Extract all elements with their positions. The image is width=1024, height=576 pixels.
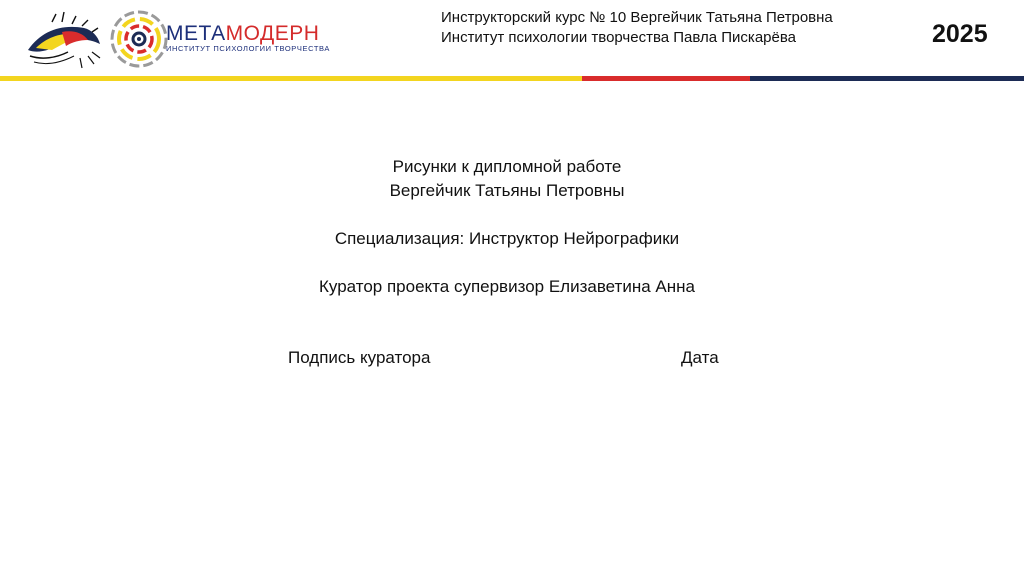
title-line-2: Вергейчик Татьяны Петровны bbox=[389, 181, 625, 200]
title-line-1: Рисунки к дипломной работе bbox=[392, 157, 622, 176]
signature-label: Подпись куратора bbox=[288, 348, 431, 367]
curator-line: Куратор проекта супервизор Елизаветина Анна bbox=[319, 277, 695, 296]
header-text-block bbox=[441, 8, 833, 48]
header-stripe-navy bbox=[750, 76, 1024, 81]
neurographics-logo-icon bbox=[22, 10, 104, 72]
header-stripe-red bbox=[582, 76, 750, 81]
institute-line: Институт психологии творчества Павла Пискарёва bbox=[441, 29, 796, 46]
brand-name-part1: МЕТА bbox=[166, 22, 226, 45]
date-label: Дата bbox=[681, 348, 719, 367]
year-label: 2025 bbox=[932, 20, 988, 48]
header-stripe-yellow bbox=[0, 76, 582, 81]
brand-name bbox=[166, 22, 319, 46]
course-line: Инструкторский курс № 10 Вергейчик Татьяна Петровна bbox=[441, 9, 833, 26]
metamodern-logo-icon bbox=[108, 8, 170, 70]
specialization-line: Специализация: Инструктор Нейрографики bbox=[334, 229, 680, 248]
brand-tagline: ИНСТИТУТ ПСИХОЛОГИИ ТВОРЧЕСТВА bbox=[166, 44, 331, 53]
brand-name-part2: МОДЕРН bbox=[225, 22, 320, 45]
